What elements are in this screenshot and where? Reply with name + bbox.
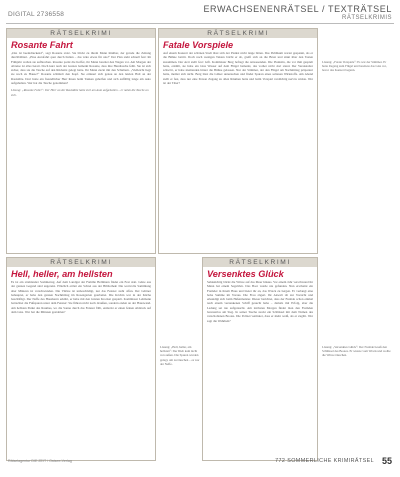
- puzzle-band: RÄTSELKRIMI: [7, 258, 155, 267]
- puzzle-text: Es ist ein strahlender Sommertag. Auf dem Landgut der Familie Hellmann findet ein Fest statt. Gäste aus der ganzen Gegend sind angereist. Plötzlich ertönt ein Schrei aus der Bibliothek: Die wertvolle Sammlung alter Münzen ist verschwunden. Die Vitrine ist unbeschädigt, nur das Fenster steht offen. Der Gärtner behauptet, er habe den ganzen Nachmittag im Rosengarten gearbeitet. Die Köchin war in der Küche beschäftigt. Der Neffe des Hausherrn erklärt, er habe mit den Gästen Krocket gespielt. Kommissar Lehmann betrachtet die Fußspuren unter dem Fenster: Sie führen nicht nach draußen, sondern enden an der Hauswand. Am hellsten Punkt des Raumes, wo die Sonne durch das Fenster fällt, entdeckt er einen feinen Abdruck auf dem Glas. Wer hat die Münzen gestohlen?: [11, 280, 152, 315]
- header-right: [203, 4, 392, 21]
- puzzle-band: RÄTSELKRIMI: [203, 258, 317, 267]
- puzzle-box-1: [6, 28, 156, 254]
- puzzle-band: RÄTSELKRIMI: [7, 29, 155, 38]
- solution-hint-2: Lösung: „Fatale Vorspiele“: Es war der Stimmer. Er hatte Zugang zum Flügel und bereitete das Glas vor, bevor das Konzert begann.: [322, 60, 387, 73]
- puzzle-box-3: [6, 257, 156, 461]
- footer-left: Rätselagentur DIE ZEIT / Ostsee-Verlag: [8, 459, 72, 463]
- footer-right: 772 SOMMERLICHE KRIMIRÄTSEL: [275, 458, 374, 464]
- puzzle-box-4: [202, 257, 318, 461]
- solution-hint-1-text: Lösung: „Rosante Fahrt“: Der Herr an der Raststätte hatte sich am Auto aufgehalten – er nahm die Tasche an sich.: [11, 88, 149, 97]
- page-number: 55: [381, 456, 392, 466]
- puzzle-text: Auf einem Konzert der schönen Stadt lässt sich der Pianist nicht lange bitten. Das Publikum wartet gespannt, als er die Bühne betritt. Doch nach wenigen Takten bricht er ab, greift sich an die Brust und sinkt über den Tasten zusammen. Der Arzt stellt fest: Gift. Kommissar Berg befragt die Anwesenden. Die Pianistin, die vor ihm gespielt hatte, erzählt, sie habe ein Glas Wasser auf dem Flügel bemerkt, das vorher nicht dort stand. Der Veranstalter schwört, er habe niemanden hinter die Bühne gelassen. Nur der Stimmer, der den Flügel am Nachmittag präpariert hatte, meldet sich nicht. Berg lässt die Gläser untersuchen und findet Spuren eines seltenen Wirkstoffs. Am Abend stellt er fest, dass nur eine Person Zugang zu allen Räumen hatte und beim Vorspiel verdächtig nervös wirkte. Wer ist der Täter?: [163, 51, 313, 86]
- header-subtitle: RÄTSELKRIMIS: [341, 15, 392, 21]
- puzzle-text: Sehnsüchtig blickt die Witwe auf das Meer hinaus. Vor einem Jahr verschwand ihr Mann bei einem Segeltörn. Das Boot wurde nie gefunden. Nun erscheint ein Fremder in ihrem Haus und bietet ihr an, das Wrack zu bergen. Er verlangt eine hohe Summe im Voraus. Die Frau zögert. Ihr Anwalt rät zur Vorsicht und erkundigt sich beim Hafenmeister. Dieser berichtet, dass der Fremde schon einmal nach einem versunkenen Schiff gesucht habe – damals mit Erfolg, aber die Ladung sei nie aufgetaucht. Am nächsten Morgen findet man den Fremden bewusstlos am Steg. In seiner Tasche steckt ein Schlüssel mit dem Namen des verschollenen Bootes. Die Polizei vermutet, dass er mehr weiß, als er zugibt. Wer sagt die Wahrheit?: [207, 280, 313, 323]
- puzzle-box-2: [158, 28, 318, 254]
- puzzle-text: „Das ist beeindruckend“, sagt Rosante stolz. Sie blickt zu ihrem Mann hinüber, der gerade die Zeitung durchblättert. „Eine Autofahrt quer durch Italien – das wäre etwas für uns!“ Der Plan steht schnell fest: Im Frühjahr wollen sie aufbrechen. Rosante packt die Koffer, ihr Mann bereitet den Wagen vor. Am Morgen der Abreise ist alles bereit. Doch kurz nach der Grenze bemerkt Rosante, dass ihre Handtasche fehlt. Sie ist sich sicher, dass sie die Tasche auf den Rücksitz gelegt hatte. Ihr Mann zuckt mit den Schultern. „Vielleicht liegt sie noch zu Hause?“ Rosante schüttelt den Kopf. Sie erinnert sich genau an den letzten Halt an der Raststätte. Dort hatte ein freundlicher Herr ihnen beim Tanken geholfen und sich auffällig lange am Auto aufgehalten. Wer hat die Tasche genommen?: [11, 51, 151, 86]
- puzzle-band: RÄTSELKRIMI: [159, 29, 317, 38]
- solution-hint-3: Lösung: „Hell, heller, am hellsten“: Der Dieb kam nicht von außen. Die Spuren wurden gelegt, um zu täuschen – es war der Neffe.: [160, 345, 200, 366]
- solution-hint-4: Lösung: „Versenktes Glück“: Der Fremde besaß den Schlüssel des Bootes. Er wusste vom Wrack und wollte die Witwe täuschen.: [322, 345, 391, 358]
- puzzle-title: Fatale Vorspiele: [163, 40, 234, 50]
- puzzle-title: Hell, heller, am hellsten: [11, 269, 113, 279]
- puzzle-title: Versenktes Glück: [207, 269, 284, 279]
- header-rule: [6, 23, 394, 24]
- header-title: ERWACHSENENRÄTSEL / TEXTRÄTSEL: [203, 4, 392, 14]
- header-left: DIGITAL 2736558: [8, 11, 65, 18]
- puzzle-title: Rosante Fahrt: [11, 40, 73, 50]
